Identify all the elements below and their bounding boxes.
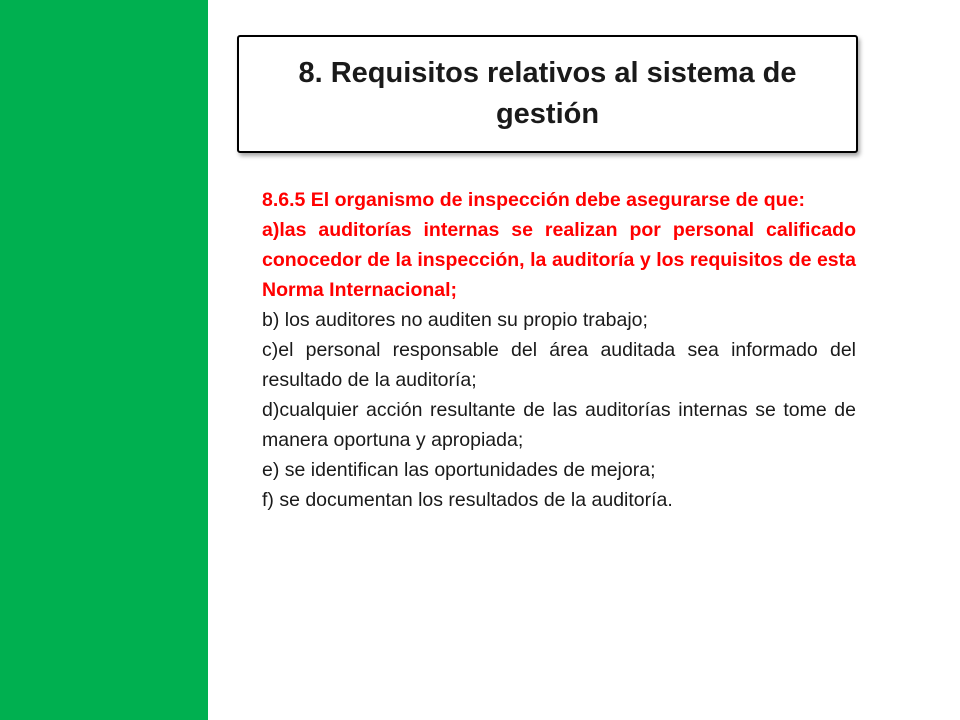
title-box <box>237 35 858 153</box>
clause-heading: 8.6.5 El organismo de inspección debe asegurarse de que: <box>262 189 805 211</box>
list-item-e: e) se identifican las oportunidades de mejora; <box>262 459 656 481</box>
list-item-b: b) los auditores no auditen su propio trabajo; <box>262 309 648 331</box>
list-item-c: c)el personal responsable del área auditada sea informado del resultado de la auditoría; <box>262 339 856 391</box>
content-body <box>262 185 856 515</box>
green-sidebar <box>0 0 208 720</box>
list-item-f: f) se documentan los resultados de la auditoría. <box>262 489 673 511</box>
list-item-d: d)cualquier acción resultante de las auditorías internas se tome de manera oportuna y apropiada; <box>262 399 856 451</box>
list-item-a: a)las auditorías internas se realizan por personal calificado conocedor de la inspección, la auditoría y los requisitos de esta Norma Internacional; <box>262 219 856 301</box>
slide-title: 8. Requisitos relativos al sistema de gestión <box>298 57 797 130</box>
